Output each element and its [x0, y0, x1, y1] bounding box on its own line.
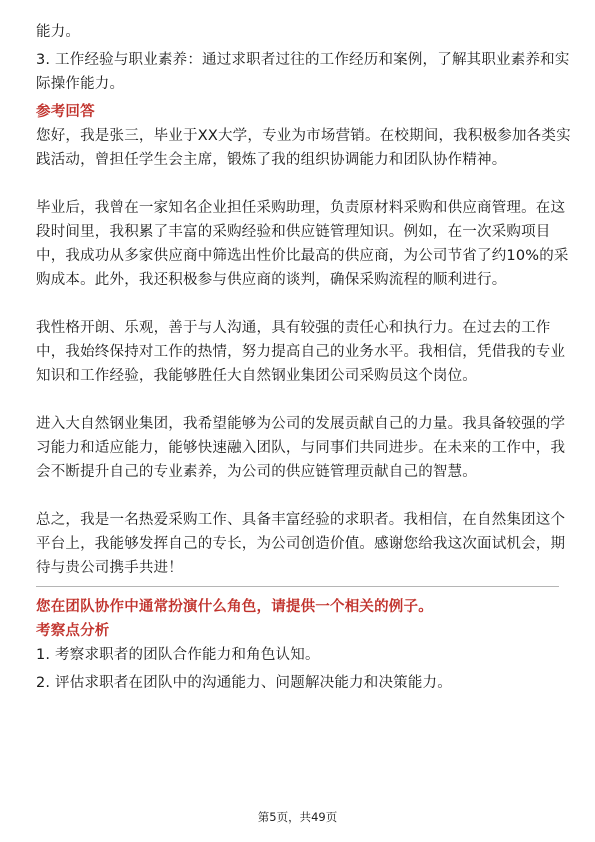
- answer-p1-line-1: 您好，我是张三，毕业于XX大学，专业为市场营销。在校期间，我积极参加各类实: [36, 128, 571, 144]
- answer-p2-line-1: 毕业后，我曾在一家知名企业担任采购助理，负责原材料采购和供应商管理。在这: [36, 200, 566, 216]
- answer-p4-line-3: 会不断提升自己的专业素养，为公司的供应链管理贡献自己的智慧。: [36, 464, 477, 480]
- answer-p3-line-2: 中，我始终保持对工作的热情，努力提高自己的业务水平。我相信，凭借我的专业: [36, 344, 566, 360]
- answer-p1-line-2: 践活动，曾担任学生会主席，锻炼了我的组织协调能力和团队协作精神。: [36, 152, 507, 168]
- answer-p2-line-3: 中，我成功从多家供应商中筛选出性价比最高的供应商，为公司节省了约10%的采: [36, 248, 569, 264]
- intro-line: 能力。: [36, 24, 81, 40]
- analysis-item-1: 1. 考察求职者的团队合作能力和角色认知。: [36, 647, 320, 663]
- answer-heading: 参考回答: [36, 104, 95, 120]
- answer-p4-line-1: 进入大自然钢业集团，我希望能够为公司的发展贡献自己的力量。我具备较强的学: [36, 416, 566, 432]
- answer-p5-line-1: 总之，我是一名热爱采购工作、具备丰富经验的求职者。我相信，在自然集团这个: [36, 512, 566, 528]
- answer-p4-line-2: 习能力和适应能力，能够快速融入团队，与同事们共同进步。在未来的工作中，我: [36, 440, 566, 456]
- point-3-line-1: 3. 工作经验与职业素养：通过求职者过往的工作经历和案例，了解其职业素养和实: [36, 52, 570, 68]
- document-page: [36, 20, 571, 695]
- analysis-heading: 考察点分析: [36, 623, 110, 639]
- answer-p3-line-3: 知识和工作经验，我能够胜任大自然钢业集团公司采购员这个岗位。: [36, 368, 477, 384]
- point-3-line-2: 际操作能力。: [36, 76, 125, 92]
- page-number: 第5页，共49页: [257, 810, 338, 824]
- section-divider: [36, 586, 559, 587]
- answer-p5-line-2: 平台上，我能够发挥自己的专长，为公司创造价值。感谢您给我这次面试机会，期: [36, 536, 566, 552]
- answer-p2-line-4: 购成本。此外，我还积极参与供应商的谈判，确保采购流程的顺利进行。: [36, 272, 507, 288]
- analysis-item-2: 2. 评估求职者在团队中的沟通能力、问题解决能力和决策能力。: [36, 675, 452, 691]
- question-title: 您在团队协作中通常扮演什么角色，请提供一个相关的例子。: [36, 599, 433, 615]
- answer-p2-line-2: 段时间里，我积累了丰富的采购经验和供应链管理知识。例如，在一次采购项目: [36, 224, 551, 240]
- answer-p5-line-3: 待与贵公司携手共进！: [36, 560, 183, 576]
- answer-p3-line-1: 我性格开朗、乐观，善于与人沟通，具有较强的责任心和执行力。在过去的工作: [36, 320, 551, 336]
